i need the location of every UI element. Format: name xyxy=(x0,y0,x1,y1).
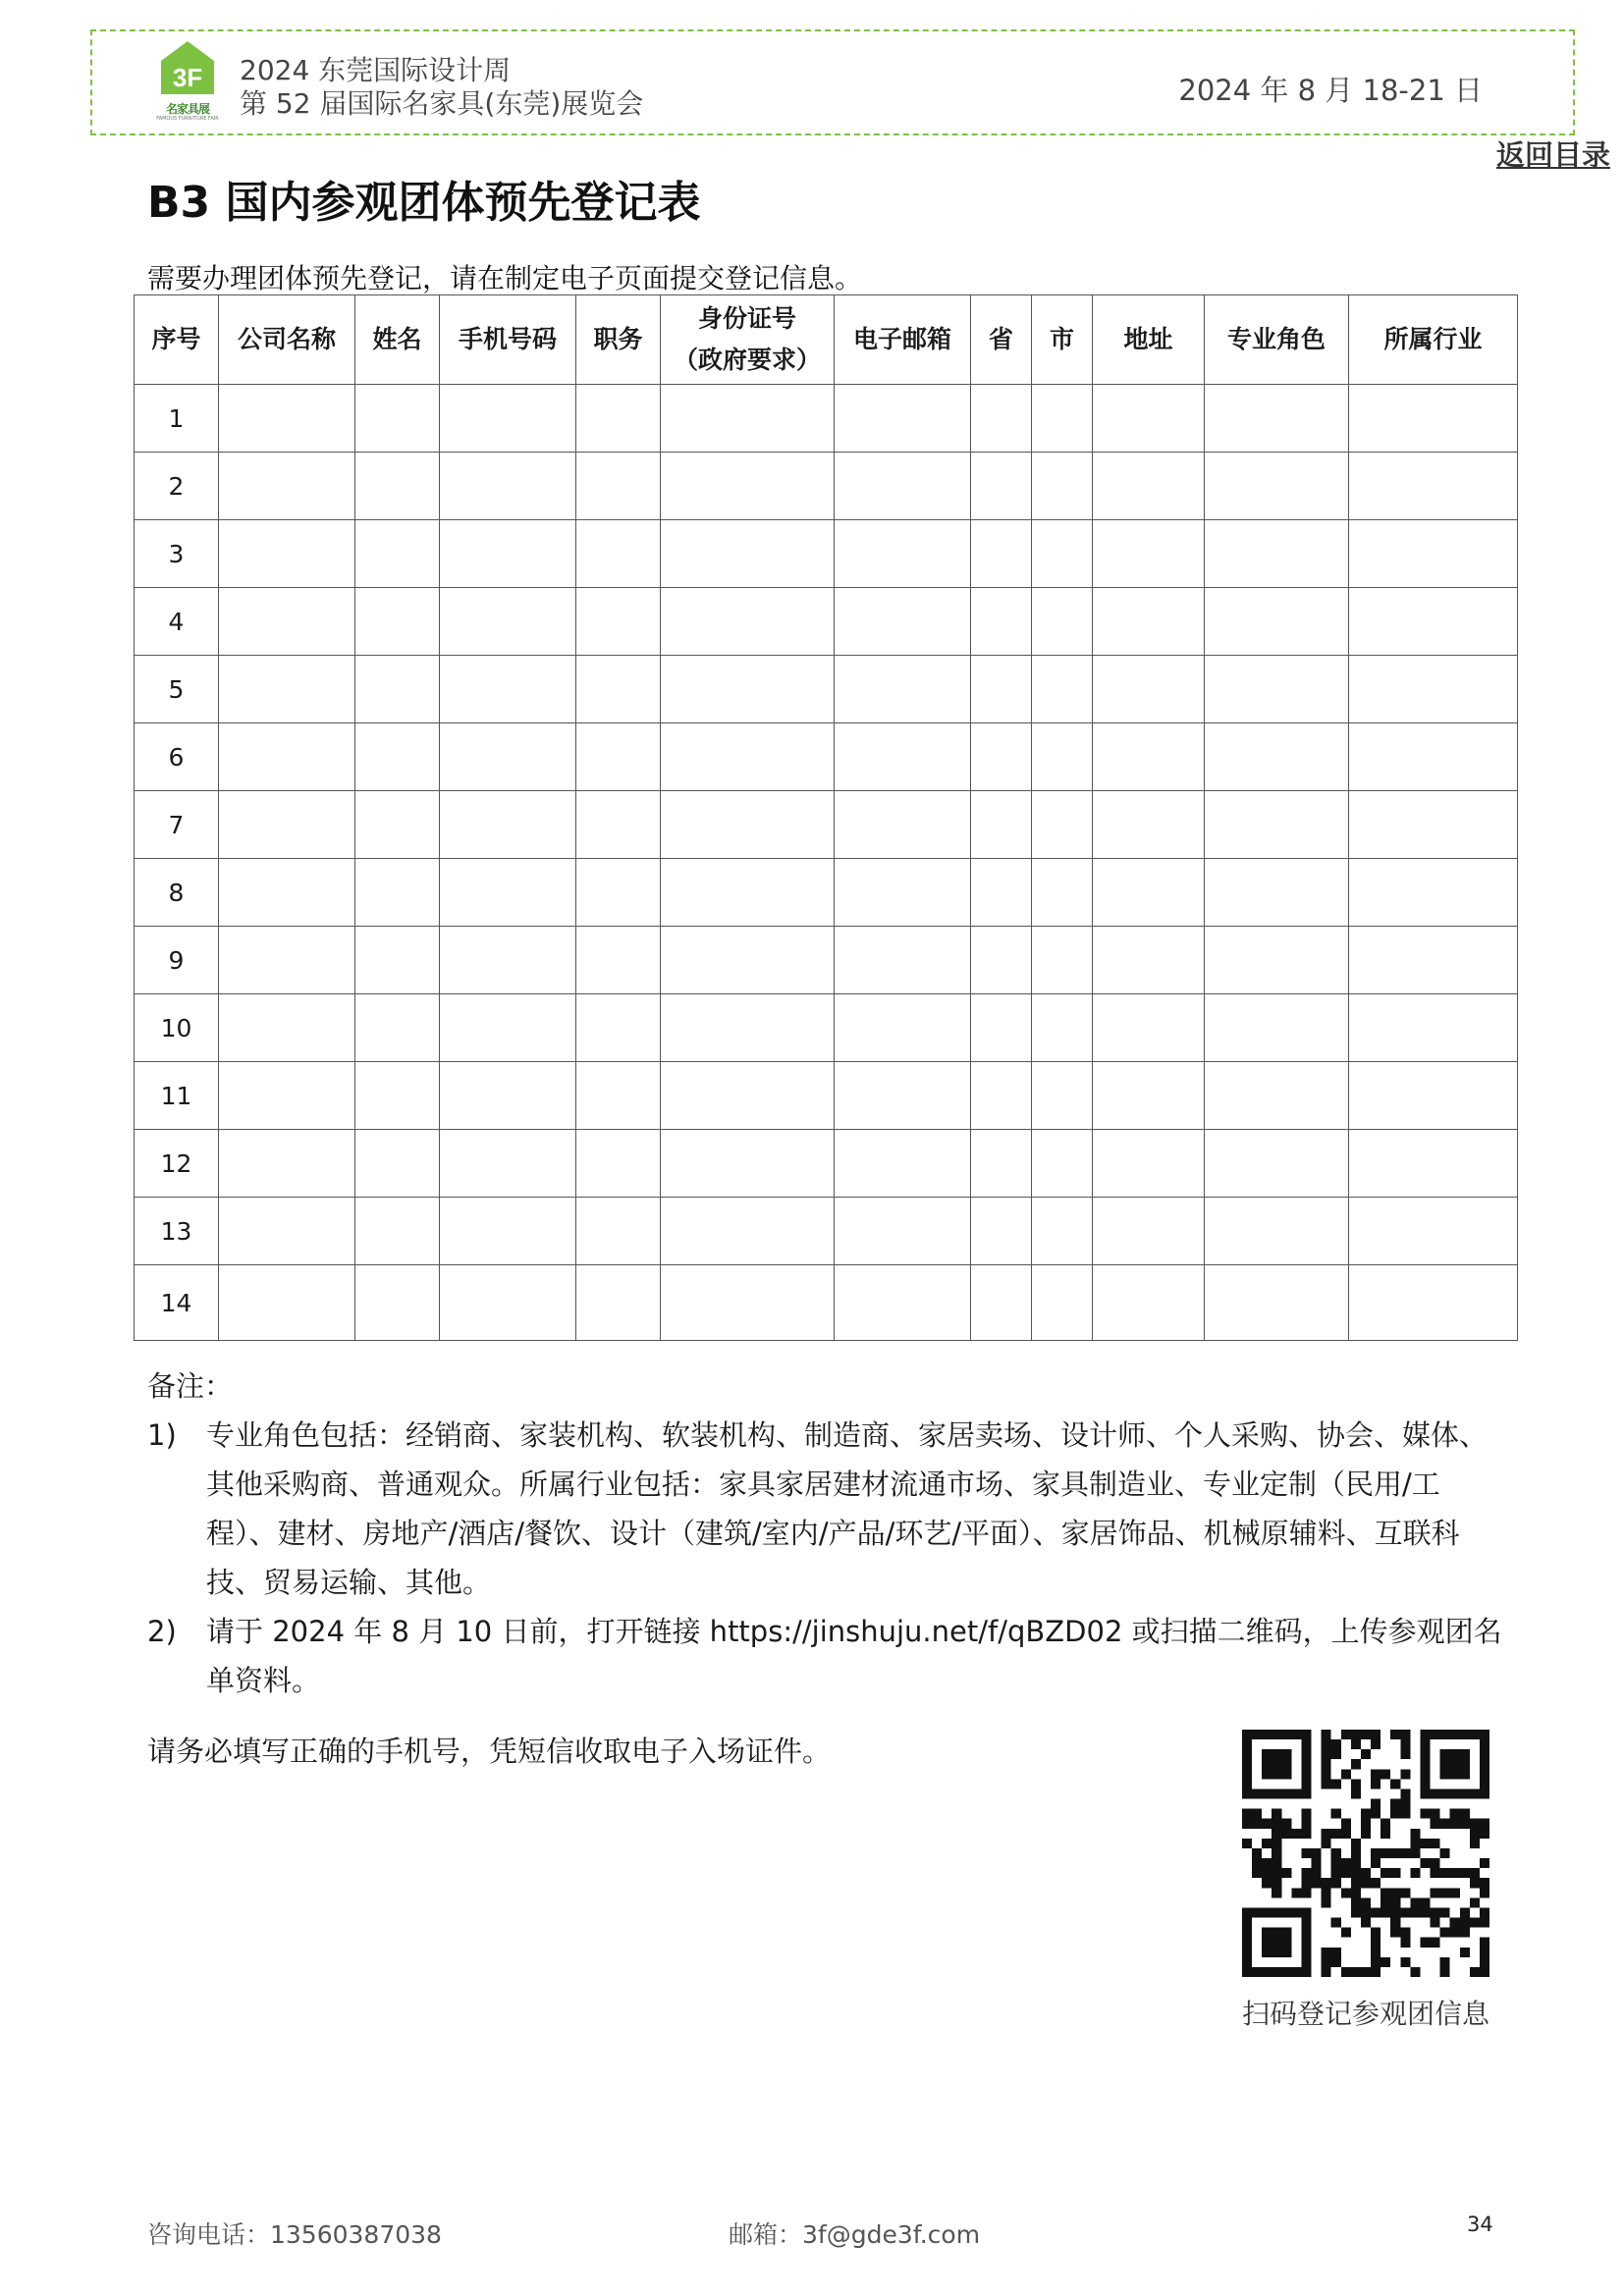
qr-code-icon[interactable] xyxy=(1242,1730,1489,1977)
row-number-cell: 10 xyxy=(135,994,219,1062)
logo-mark: 3F xyxy=(172,63,203,92)
input-cell[interactable] xyxy=(1032,588,1093,656)
logo-house-icon xyxy=(159,39,216,96)
input-cell[interactable] xyxy=(1093,1130,1205,1198)
row-number-cell: 2 xyxy=(135,453,219,520)
input-cell[interactable] xyxy=(355,1130,440,1198)
event-name: 2024 东莞国际设计周 xyxy=(240,54,512,86)
event-date: 2024 年 8 月 18-21 日 xyxy=(1178,74,1483,107)
input-cell[interactable] xyxy=(1349,1198,1518,1265)
input-cell[interactable] xyxy=(835,723,971,791)
input-cell[interactable] xyxy=(219,520,355,588)
input-cell[interactable] xyxy=(440,385,576,453)
input-cell[interactable] xyxy=(219,588,355,656)
input-cell[interactable] xyxy=(440,1062,576,1130)
input-cell[interactable] xyxy=(1349,791,1518,859)
input-cell[interactable] xyxy=(1093,656,1205,723)
input-cell[interactable] xyxy=(355,859,440,927)
page-header xyxy=(90,29,1575,135)
brand-logo xyxy=(156,39,219,128)
input-cell[interactable] xyxy=(440,1265,576,1341)
input-cell[interactable] xyxy=(1093,588,1205,656)
input-cell[interactable] xyxy=(1032,791,1093,859)
col-header-phone: 手机号码 xyxy=(440,295,576,385)
col-header-company: 公司名称 xyxy=(219,295,355,385)
input-cell[interactable] xyxy=(1032,1265,1093,1341)
input-cell[interactable] xyxy=(576,1265,661,1341)
col-header-industry: 所属行业 xyxy=(1349,295,1518,385)
input-cell[interactable] xyxy=(440,1130,576,1198)
input-cell[interactable] xyxy=(1093,994,1205,1062)
input-cell[interactable] xyxy=(355,453,440,520)
input-cell[interactable] xyxy=(440,994,576,1062)
footer-email: 邮箱：3f@gde3f.com xyxy=(729,2220,981,2249)
intro-text: 需要办理团体预先登记，请在制定电子页面提交登记信息。 xyxy=(147,262,863,294)
input-cell[interactable] xyxy=(971,588,1032,656)
input-cell[interactable] xyxy=(1093,1062,1205,1130)
input-cell[interactable] xyxy=(440,453,576,520)
input-cell[interactable] xyxy=(661,791,835,859)
row-number-cell: 5 xyxy=(135,656,219,723)
input-cell[interactable] xyxy=(1349,927,1518,994)
input-cell[interactable] xyxy=(576,1198,661,1265)
input-cell[interactable] xyxy=(440,927,576,994)
input-cell[interactable] xyxy=(1205,385,1349,453)
input-cell[interactable] xyxy=(440,656,576,723)
note-text: 专业角色包括：经销商、家装机构、软装机构、制造商、家居卖场、设计师、个人采购、协会、媒体、其他采购商、普通观众。所属行业包括：家具家居建材流通市场、家具制造业、专业定制（民用/工程）、建材、房地产/酒店/餐饮、设计（建筑/室内/产品/环艺/平面）、家居饰品、机械原辅料、互联科技、贸易运输、其他。 xyxy=(206,1418,1489,1599)
row-number-cell: 12 xyxy=(135,1130,219,1198)
row-number-cell: 1 xyxy=(135,385,219,453)
input-cell[interactable] xyxy=(219,1265,355,1341)
input-cell[interactable] xyxy=(661,1130,835,1198)
input-cell[interactable] xyxy=(1032,1198,1093,1265)
input-cell[interactable] xyxy=(835,453,971,520)
input-cell[interactable] xyxy=(835,1130,971,1198)
page-number: 34 xyxy=(1467,2213,1493,2236)
col-header-name: 姓名 xyxy=(355,295,440,385)
input-cell[interactable] xyxy=(971,1062,1032,1130)
input-cell[interactable] xyxy=(835,656,971,723)
row-number-cell: 7 xyxy=(135,791,219,859)
input-cell[interactable] xyxy=(1032,994,1093,1062)
input-cell[interactable] xyxy=(1093,1198,1205,1265)
input-cell[interactable] xyxy=(355,1265,440,1341)
id-number-label: 身份证号 xyxy=(697,304,796,333)
input-cell[interactable] xyxy=(1032,520,1093,588)
input-cell[interactable] xyxy=(835,520,971,588)
input-cell[interactable] xyxy=(576,994,661,1062)
input-cell[interactable] xyxy=(219,723,355,791)
input-cell[interactable] xyxy=(1205,1062,1349,1130)
col-header-city: 市 xyxy=(1032,295,1093,385)
input-cell[interactable] xyxy=(1032,927,1093,994)
table-row xyxy=(135,1198,1518,1265)
input-cell[interactable] xyxy=(1032,656,1093,723)
col-header-province: 省 xyxy=(971,295,1032,385)
id-number-note: （政府要求） xyxy=(673,346,821,374)
row-number-cell: 3 xyxy=(135,520,219,588)
input-cell[interactable] xyxy=(1093,453,1205,520)
input-cell[interactable] xyxy=(1349,385,1518,453)
table-row xyxy=(135,1062,1518,1130)
input-cell[interactable] xyxy=(576,656,661,723)
input-cell[interactable] xyxy=(835,927,971,994)
input-cell[interactable] xyxy=(661,859,835,927)
row-number-cell: 8 xyxy=(135,859,219,927)
row-number-cell: 14 xyxy=(135,1265,219,1341)
input-cell[interactable] xyxy=(440,791,576,859)
input-cell[interactable] xyxy=(661,994,835,1062)
col-header-id-number xyxy=(661,295,835,385)
qr-caption: 扫码登记参观团信息 xyxy=(1242,1998,1490,2030)
table-row xyxy=(135,588,1518,656)
input-cell[interactable] xyxy=(835,1062,971,1130)
input-cell[interactable] xyxy=(1032,453,1093,520)
input-cell[interactable] xyxy=(1349,453,1518,520)
logo-subtext: FAMOUS FURNITURE FAIR xyxy=(156,116,219,122)
input-cell[interactable] xyxy=(576,859,661,927)
input-cell[interactable] xyxy=(835,588,971,656)
input-cell[interactable] xyxy=(1032,1062,1093,1130)
note-number: 2) xyxy=(147,1615,177,1648)
back-to-contents-link[interactable]: 返回目录 xyxy=(1496,138,1611,172)
registration-table xyxy=(134,294,1518,1341)
input-cell[interactable] xyxy=(1349,1130,1518,1198)
input-cell[interactable] xyxy=(1349,520,1518,588)
input-cell[interactable] xyxy=(1093,1265,1205,1341)
input-cell[interactable] xyxy=(971,791,1032,859)
table-row xyxy=(135,385,1518,453)
input-cell[interactable] xyxy=(971,656,1032,723)
input-cell[interactable] xyxy=(971,1198,1032,1265)
col-header-seq: 序号 xyxy=(135,295,219,385)
table-row xyxy=(135,791,1518,859)
input-cell[interactable] xyxy=(661,1198,835,1265)
input-cell[interactable] xyxy=(219,859,355,927)
input-cell[interactable] xyxy=(971,723,1032,791)
input-cell[interactable] xyxy=(661,656,835,723)
input-cell[interactable] xyxy=(355,1198,440,1265)
logo-text: 名家具展 xyxy=(165,102,209,116)
input-cell[interactable] xyxy=(971,1130,1032,1198)
input-cell[interactable] xyxy=(576,791,661,859)
table-row xyxy=(135,723,1518,791)
input-cell[interactable] xyxy=(1205,994,1349,1062)
table-header-row xyxy=(135,295,1518,385)
input-cell[interactable] xyxy=(835,385,971,453)
input-cell[interactable] xyxy=(835,1198,971,1265)
row-number-cell: 9 xyxy=(135,927,219,994)
input-cell[interactable] xyxy=(440,588,576,656)
input-cell[interactable] xyxy=(219,1062,355,1130)
input-cell[interactable] xyxy=(1205,1198,1349,1265)
input-cell[interactable] xyxy=(1349,994,1518,1062)
input-cell[interactable] xyxy=(1032,723,1093,791)
input-cell[interactable] xyxy=(355,385,440,453)
note-item xyxy=(147,1607,1502,1705)
note-text: 请于 2024 年 8 月 10 日前，打开链接 https://jinshuju.net/f/qBZD02 或扫描二维码，上传参观团名单资料。 xyxy=(206,1615,1502,1697)
input-cell[interactable] xyxy=(219,453,355,520)
table-row xyxy=(135,520,1518,588)
input-cell[interactable] xyxy=(1093,791,1205,859)
input-cell[interactable] xyxy=(355,927,440,994)
input-cell[interactable] xyxy=(661,453,835,520)
input-cell[interactable] xyxy=(1093,927,1205,994)
input-cell[interactable] xyxy=(1032,1130,1093,1198)
note-number: 1) xyxy=(147,1418,177,1452)
col-header-position: 职务 xyxy=(576,295,661,385)
phone-reminder: 请务必填写正确的手机号，凭短信收取电子入场证件。 xyxy=(147,1735,832,1768)
input-cell[interactable] xyxy=(219,927,355,994)
input-cell[interactable] xyxy=(1205,791,1349,859)
input-cell[interactable] xyxy=(1205,927,1349,994)
input-cell[interactable] xyxy=(1349,1062,1518,1130)
input-cell[interactable] xyxy=(219,1130,355,1198)
input-cell[interactable] xyxy=(1349,723,1518,791)
input-cell[interactable] xyxy=(835,1265,971,1341)
input-cell[interactable] xyxy=(1205,453,1349,520)
row-number-cell: 4 xyxy=(135,588,219,656)
input-cell[interactable] xyxy=(576,927,661,994)
note-item xyxy=(147,1411,1502,1607)
input-cell[interactable] xyxy=(355,520,440,588)
input-cell[interactable] xyxy=(971,927,1032,994)
input-cell[interactable] xyxy=(576,385,661,453)
col-header-role: 专业角色 xyxy=(1205,295,1349,385)
input-cell[interactable] xyxy=(661,927,835,994)
table-body xyxy=(135,385,1518,1341)
input-cell[interactable] xyxy=(971,1265,1032,1341)
table-row xyxy=(135,453,1518,520)
input-cell[interactable] xyxy=(440,723,576,791)
input-cell[interactable] xyxy=(1205,1130,1349,1198)
input-cell[interactable] xyxy=(219,994,355,1062)
input-cell[interactable] xyxy=(576,453,661,520)
input-cell[interactable] xyxy=(355,656,440,723)
page-title: B3 国内参观团体预先登记表 xyxy=(147,178,701,228)
input-cell[interactable] xyxy=(1205,656,1349,723)
input-cell[interactable] xyxy=(576,1130,661,1198)
input-cell[interactable] xyxy=(1032,859,1093,927)
row-number-cell: 13 xyxy=(135,1198,219,1265)
input-cell[interactable] xyxy=(1205,520,1349,588)
table-row xyxy=(135,656,1518,723)
input-cell[interactable] xyxy=(1205,859,1349,927)
table-row xyxy=(135,927,1518,994)
input-cell[interactable] xyxy=(661,1062,835,1130)
input-cell[interactable] xyxy=(576,520,661,588)
input-cell[interactable] xyxy=(835,859,971,927)
footer-phone: 咨询电话：13560387038 xyxy=(147,2220,442,2249)
input-cell[interactable] xyxy=(971,453,1032,520)
input-cell[interactable] xyxy=(1349,1265,1518,1341)
input-cell[interactable] xyxy=(971,859,1032,927)
col-header-email: 电子邮箱 xyxy=(835,295,971,385)
input-cell[interactable] xyxy=(576,588,661,656)
input-cell[interactable] xyxy=(971,385,1032,453)
col-header-address: 地址 xyxy=(1093,295,1205,385)
input-cell[interactable] xyxy=(835,994,971,1062)
input-cell[interactable] xyxy=(355,791,440,859)
input-cell[interactable] xyxy=(1093,385,1205,453)
input-cell[interactable] xyxy=(1093,859,1205,927)
input-cell[interactable] xyxy=(661,385,835,453)
input-cell[interactable] xyxy=(355,723,440,791)
input-cell[interactable] xyxy=(355,994,440,1062)
input-cell[interactable] xyxy=(219,791,355,859)
input-cell[interactable] xyxy=(1032,385,1093,453)
table-row xyxy=(135,1130,1518,1198)
input-cell[interactable] xyxy=(661,723,835,791)
input-cell[interactable] xyxy=(1205,1265,1349,1341)
input-cell[interactable] xyxy=(661,520,835,588)
input-cell[interactable] xyxy=(576,1062,661,1130)
input-cell[interactable] xyxy=(1349,588,1518,656)
input-cell[interactable] xyxy=(661,1265,835,1341)
input-cell[interactable] xyxy=(971,520,1032,588)
input-cell[interactable] xyxy=(355,1062,440,1130)
row-number-cell: 11 xyxy=(135,1062,219,1130)
table-row xyxy=(135,1265,1518,1341)
event-subname: 第 52 届国际名家具(东莞)展览会 xyxy=(240,87,644,120)
input-cell[interactable] xyxy=(661,588,835,656)
input-cell[interactable] xyxy=(440,520,576,588)
input-cell[interactable] xyxy=(835,791,971,859)
input-cell[interactable] xyxy=(1093,520,1205,588)
input-cell[interactable] xyxy=(1349,656,1518,723)
input-cell[interactable] xyxy=(219,385,355,453)
input-cell[interactable] xyxy=(219,1198,355,1265)
input-cell[interactable] xyxy=(219,656,355,723)
input-cell[interactable] xyxy=(1349,859,1518,927)
notes-heading: 备注： xyxy=(147,1369,234,1403)
input-cell[interactable] xyxy=(1205,723,1349,791)
input-cell[interactable] xyxy=(440,859,576,927)
input-cell[interactable] xyxy=(1205,588,1349,656)
input-cell[interactable] xyxy=(576,723,661,791)
row-number-cell: 6 xyxy=(135,723,219,791)
input-cell[interactable] xyxy=(440,1198,576,1265)
table-row xyxy=(135,994,1518,1062)
input-cell[interactable] xyxy=(355,588,440,656)
input-cell[interactable] xyxy=(971,994,1032,1062)
table-row xyxy=(135,859,1518,927)
input-cell[interactable] xyxy=(1093,723,1205,791)
